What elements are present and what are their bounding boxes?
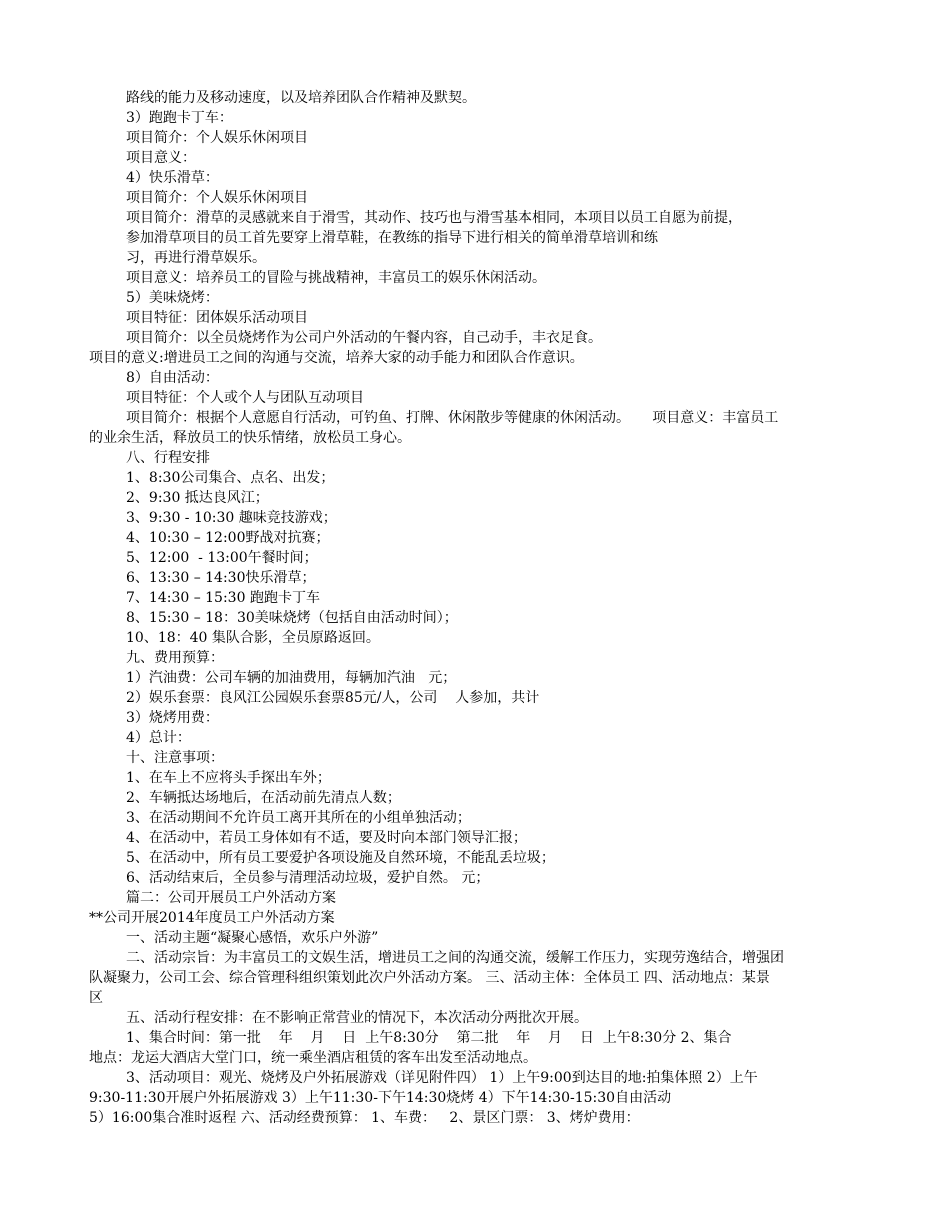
text-line: 项目特征：个人或个人与团队互动项目 <box>126 390 364 406</box>
text-line: 5）16:00集合准时返程 六、活动经费预算： 1、车费： 2、景区门票： 3、烤炉费用： <box>89 1110 640 1126</box>
text-line: 3、在活动期间不允许员工离开其所在的小组单独活动； <box>126 810 471 826</box>
text-line: 8、15:30 – 18：30美味烧烤（包括自由活动时间）； <box>126 610 458 626</box>
part-title: 篇二：公司开展员工户外活动方案 <box>126 890 336 906</box>
text-line: 5、在活动中，所有员工要爱护各项设施及自然环境，不能乱丢垃圾； <box>126 850 555 866</box>
text-line: 路线的能力及移动速度，以及培养团队合作精神及默契。 <box>126 90 476 106</box>
text-line: 地点：龙运大酒店大堂门口，统一乘坐酒店租赁的客车出发至活动地点。 <box>89 1050 537 1066</box>
text-line: 8）自由活动： <box>126 370 219 386</box>
text-line: 4、10:30 – 12:00野战对抗赛； <box>126 530 330 546</box>
text-line: 项目简介：个人娱乐休闲项目 <box>126 190 308 206</box>
text-line: 3、活动项目：观光、烧烤及户外拓展游戏（详见附件四） 1）上午9:00到达目的地:拍集体照 2）上午 <box>126 1070 758 1086</box>
text-line: 项目的意义:增进员工之间的沟通与交流，培养大家的动手能力和团队合作意识。 <box>89 350 584 366</box>
text-line: 项目简介：根据个人意愿自行活动，可钓鱼、打牌、休闲散步等健康的休闲活动。 项目意义：丰富员工 <box>126 410 779 426</box>
text-line: 项目简介：滑草的灵感就来自于滑雪，其动作、技巧也与滑雪基本相同，本项目以员工自愿为前提， <box>126 210 742 226</box>
text-line: 五、活动行程安排：在不影响正常营业的情况下，本次活动分两批次开展。 <box>126 1010 588 1026</box>
text-line: 项目简介：个人娱乐休闲项目 <box>126 130 308 146</box>
section-heading: 八、行程安排 <box>126 450 210 466</box>
text-line: 1、在车上不应将头手探出车外； <box>126 770 331 786</box>
text-line: 1、集合时间：第一批 年 月 日 上午8:30分 第二批 年 月 日 上午8:30分 2、集合 <box>126 1030 732 1046</box>
text-line: 7、14:30 – 15:30 跑跑卡丁车 <box>126 590 320 606</box>
text-line: 1、8:30公司集合、点名、出发； <box>126 470 335 486</box>
text-line: 2、9:30 抵达良风江； <box>126 490 269 506</box>
text-line: 的业余生活，释放员工的快乐情绪，放松员工身心。 <box>89 430 411 446</box>
text-line: 一、活动主题“凝聚心感悟，欢乐户外游” <box>126 930 379 946</box>
section-heading: 十、注意事项： <box>126 750 224 766</box>
text-line: 9:30-11:30开展户外拓展游戏 3）上午11:30-下午14:30烧烤 4）下午14:30-15:30自由活动 <box>89 1090 672 1106</box>
text-line: 2）娱乐套票：良风江公园娱乐套票85元/人，公司 人参加，共计 <box>126 690 540 706</box>
text-line: 3）烧烤用费： <box>126 710 219 726</box>
text-line: 6、活动结束后，全员参与清理活动垃圾，爱护自然。 元； <box>126 870 490 886</box>
text-line: 3、9:30 - 10:30 趣味竞技游戏； <box>126 510 337 526</box>
text-line: 队凝聚力，公司工会、综合管理科组织策划此次户外活动方案。 三、活动主体：全体员工 四、活动地点：某景 <box>89 970 770 986</box>
text-line: 5）美味烧烤： <box>126 290 219 306</box>
text-line: 参加滑草项目的员工首先要穿上滑草鞋，在教练的指导下进行相关的简单滑草培训和练 <box>126 230 658 246</box>
text-line: 习，再进行滑草娱乐。 <box>126 250 266 266</box>
text-line: 3）跑跑卡丁车： <box>126 110 233 126</box>
text-line: 项目意义： <box>126 150 196 166</box>
text-line: 1）汽油费：公司车辆的加油费用，每辆加汽油 元； <box>126 670 457 686</box>
plan-title: **公司开展2014年度员工户外活动方案 <box>89 910 335 926</box>
text-line: 4）总计： <box>126 730 191 746</box>
text-line: 区 <box>89 990 103 1006</box>
text-line: 6、13:30 – 14:30快乐滑草； <box>126 570 316 586</box>
section-heading: 九、费用预算： <box>126 650 224 666</box>
text-line: 项目简介：以全员烧烤作为公司户外活动的午餐内容，自己动手，丰衣足食。 <box>126 330 602 346</box>
text-line: 项目意义：培养员工的冒险与挑战精神，丰富员工的娱乐休闲活动。 <box>126 270 546 286</box>
text-line: 2、车辆抵达场地后，在活动前先清点人数； <box>126 790 401 806</box>
text-line: 4）快乐滑草： <box>126 170 219 186</box>
text-line: 项目特征：团体娱乐活动项目 <box>126 310 308 326</box>
text-line: 二、活动宗旨：为丰富员工的文娱生活，增进员工之间的沟通交流，缓解工作压力，实现劳逸结合，增强团 <box>126 950 784 966</box>
text-line: 5、12:00 - 13:00午餐时间； <box>126 550 318 566</box>
text-line: 4、在活动中，若员工身体如有不适，要及时向本部门领导汇报； <box>126 830 527 846</box>
text-line: 10、18：40 集队合影，全员原路返回。 <box>126 630 380 646</box>
